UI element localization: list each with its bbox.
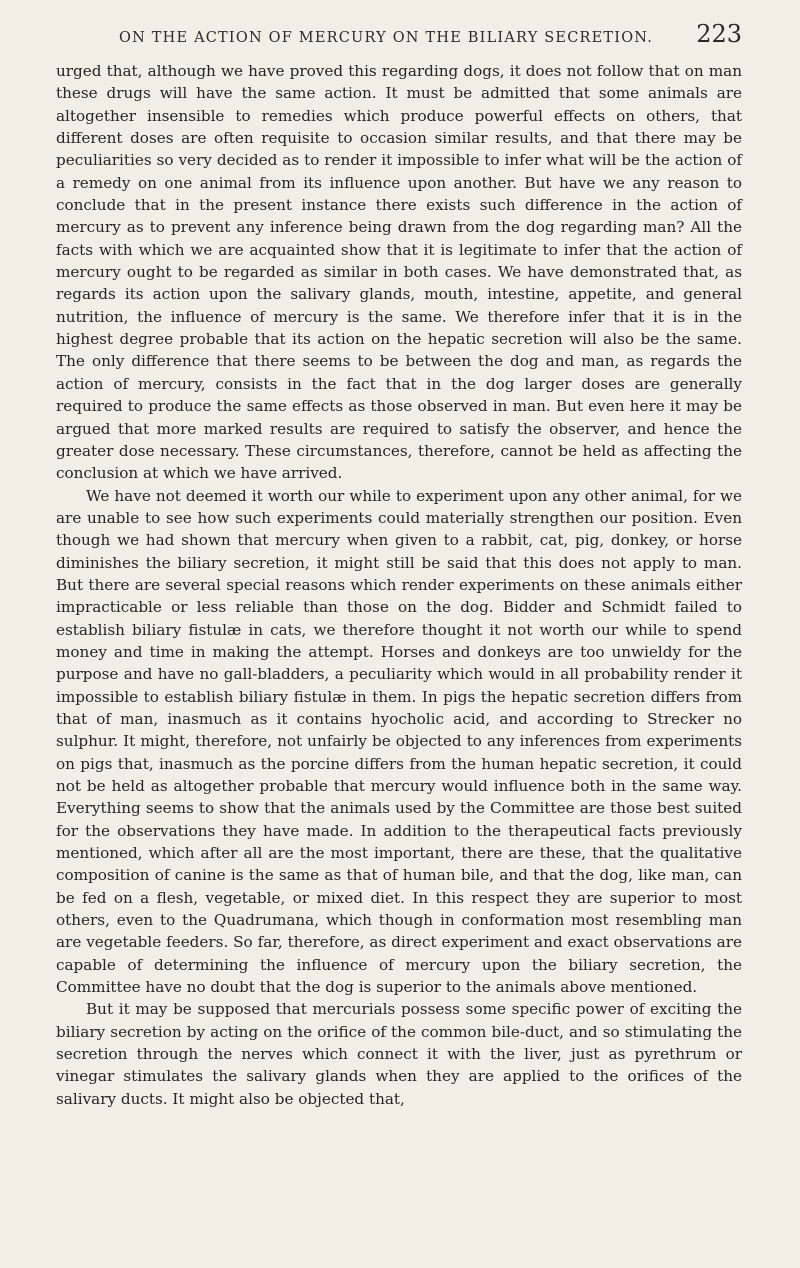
running-head [56,20,742,60]
paragraph-3: But it may be supposed that mercurials possess some specific power of exciting the biliary secretion by acting on the orifice of the common bile-duct, and so stimulating the secretion through the nerves which connect it with the liver, just as pyrethrum or vinegar stimulates the salivary glands when they are applied to the orifices of the salivary ducts. It might also be objected that, [56,1000,742,1108]
paragraph-1: urged that, although we have proved this regarding dogs, it does not follow that on man these drugs will have the same action. It must be admitted that some animals are altogether insensible to remedies which produce powerful effects on others, that different doses are often requisite to occasion similar results, and that there may be peculiarities so very decided as to render it impossible to infer what will be the action of a remedy on one animal from its influence upon another. But have we any reason to conclude that in the present instance there exists such difference in the action of mercury as to prevent any inference being drawn from the dog regarding man? All the facts with which we are acquainted show that it is legitimate to infer that the action of mercury ought to be regarded as similar in both cases. We have demonstrated that, as regards its action upon the salivary glands, mouth, intestine, appetite, and general nutrition, the influence of mercury is the same. We therefore infer that it is in the highest degree probable that its action on the hepatic secretion will also be the same. The only difference that there seems to be between the dog and man, as regards the action of mercury, consists in the fact that in the dog larger doses are generally required to produce the same effects as those observed in man. But even here it may be argued that more marked results are required to satisfy the observer, and hence the greater dose necessary. These circumstances, therefore, cannot be held as affecting the conclusion at which we have arrived. [56,62,742,483]
running-title: ON THE ACTION OF MERCURY ON THE BILIARY SECRETION. [119,30,654,46]
paragraph-2: We have not deemed it worth our while to experiment upon any other animal, for we are unable to see how such experiments could materially strengthen our position. Even though we had shown that mercury when given to a rabbit, cat, pig, donkey, or horse diminishes the biliary secretion, it might still be said that this does not apply to man. But there are several special reasons which render experiments on these animals either impracticable or less reliable than those on the dog. Bidder and Schmidt failed to establish biliary fistulæ in cats, we therefore thought it not worth our while to spend money and time in making the attempt. Horses and donkeys are too unwieldy for the purpose and have no gall-bladders, a peculiarity which would in all probability render it impossible to establish biliary fistulæ in them. In pigs the hepatic secretion differs from that of man, inasmuch as it contains hyocholic acid, and according to Strecker no sulphur. It might, therefore, not unfairly be objected to any inferences from experiments on pigs that, inasmuch as the porcine differs from the human hepatic secretion, it could not be held as altogether probable that mercury would influence both in the same way. Everything seems to show that the animals used by the Committee are those best suited for the observations they have made. In addition to the therapeutical facts previously mentioned, which after all are the most important, there are these, that the qualitative composition of canine is the same as that of human bile, and that the dog, like man, can be fed on a flesh, vegetable, or mixed diet. In this respect they are superior to most others, even to the Quadrumana, which though in conformation most resembling man are vegetable feeders. So far, therefore, as direct experiment and exact observations are capable of determining the influence of mercury upon the biliary secretion, the Committee have no doubt that the dog is superior to the animals above mentioned. [56,486,742,997]
page-number: 223 [696,20,742,48]
